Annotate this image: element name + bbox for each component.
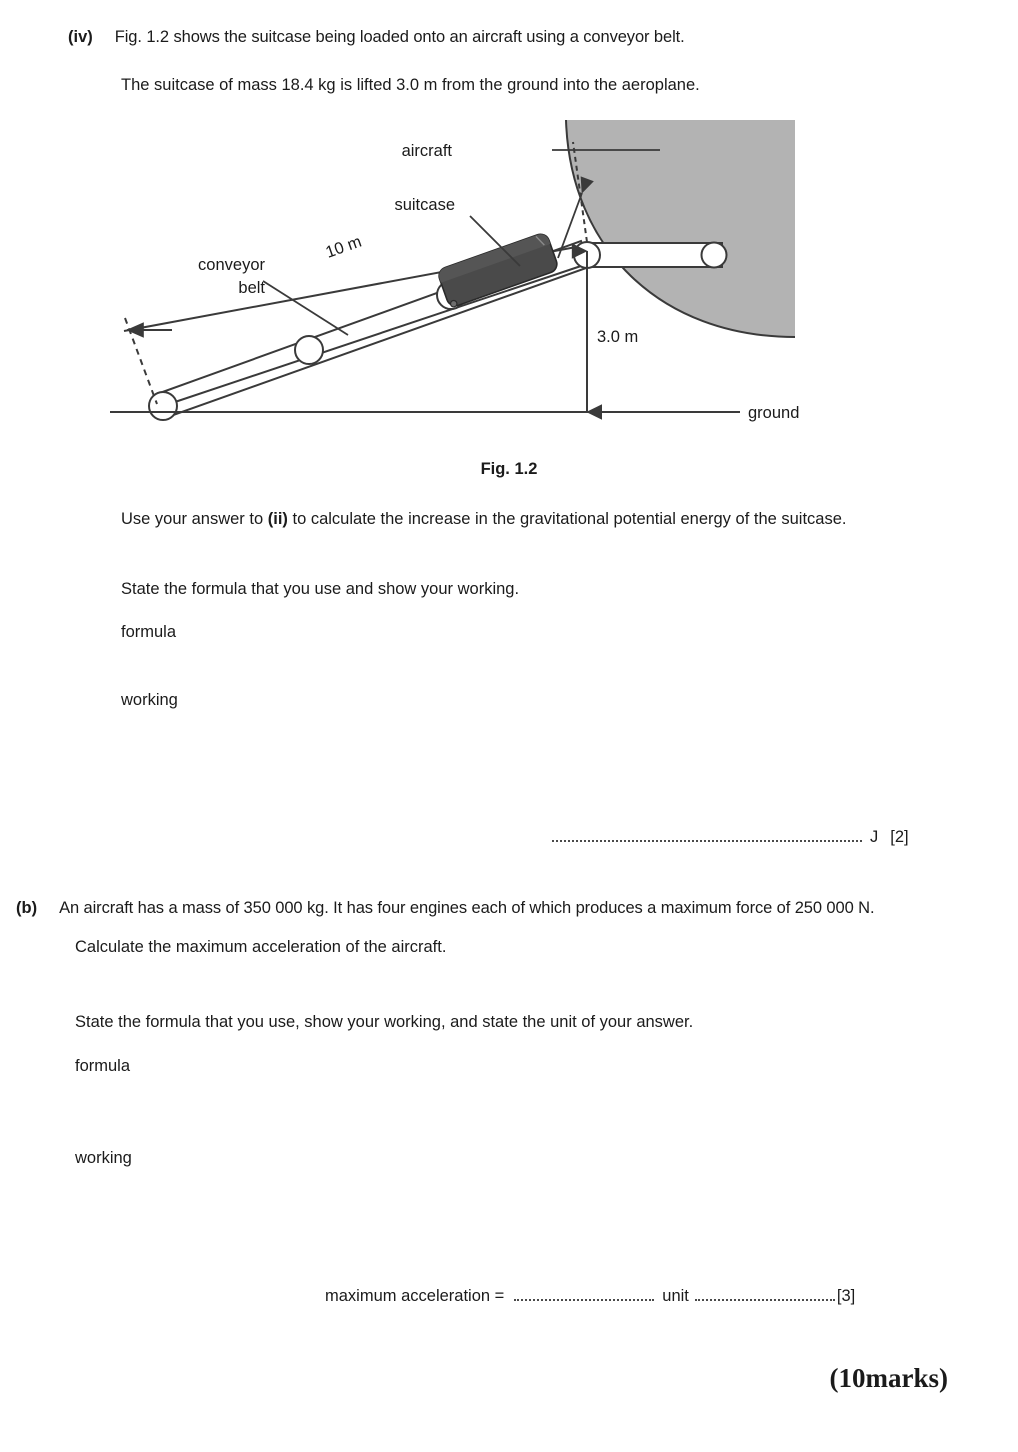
formula-label-iv: formula	[121, 623, 177, 641]
answer-dots-b-value[interactable]	[514, 1287, 654, 1301]
use-answer-post: to calculate the increase in the gravitational potential energy of the suitcase.	[287, 510, 847, 528]
answer-line-b	[325, 1287, 855, 1306]
question-b-marker: (b)	[16, 899, 38, 917]
aircraft-fuselage	[566, 120, 795, 337]
question-b-line1-text: An aircraft has a mass of 350 000 kg. It has four engines each of which produces a maximum force of 250 000 N.	[59, 899, 875, 917]
question-iv-line1-text: Fig. 1.2 shows the suitcase being loaded onto an aircraft using a conveyor belt.	[114, 28, 685, 46]
question-iv-line1	[68, 26, 948, 49]
state-formula-instruction-b: State the formula that you use, show your working, and state the unit of your answer.	[75, 1013, 694, 1031]
aircraft-label: aircraft	[401, 142, 452, 160]
figure-1-2	[100, 118, 930, 438]
total-marks: (10marks)	[829, 1363, 948, 1393]
answer-label-b: maximum acceleration =	[325, 1287, 505, 1305]
answer-marks-iv: [2]	[890, 828, 909, 846]
answer-line-iv	[552, 828, 909, 847]
use-answer-reference: (ii)	[267, 510, 288, 528]
formula-label-b: formula	[75, 1057, 131, 1075]
question-b-line1	[16, 897, 936, 920]
figure-caption: Fig. 1.2	[480, 460, 538, 478]
use-answer-instruction	[121, 508, 921, 531]
question-iv-marker: (iv)	[68, 28, 93, 46]
use-answer-pre: Use your answer to	[121, 510, 268, 528]
ground-label: ground	[748, 404, 800, 422]
working-label-iv: working	[121, 691, 178, 709]
answer-unit-iv: J	[870, 828, 879, 846]
answer-unit-label-b: unit	[662, 1287, 689, 1305]
height-label: 3.0 m	[597, 328, 639, 346]
state-formula-instruction-iv: State the formula that you use and show your working.	[121, 580, 520, 598]
calculate-instruction-b: Calculate the maximum acceleration of the aircraft.	[75, 938, 447, 956]
conveyor-leader-line	[263, 281, 348, 335]
working-label-b: working	[75, 1149, 132, 1167]
suitcase-label: suitcase	[394, 196, 455, 214]
question-iv-line2-text: The suitcase of mass 18.4 kg is lifted 3.0 m from the ground into the aeroplane.	[121, 76, 700, 94]
conveyor-label-line1: conveyor	[198, 256, 265, 274]
answer-marks-b: [3]	[836, 1287, 856, 1305]
conveyor-label-line2: belt	[238, 279, 265, 297]
belt-length-label: 10 m	[323, 232, 364, 262]
answer-dots-iv[interactable]	[552, 828, 862, 842]
answer-dots-b-unit[interactable]	[695, 1287, 835, 1301]
